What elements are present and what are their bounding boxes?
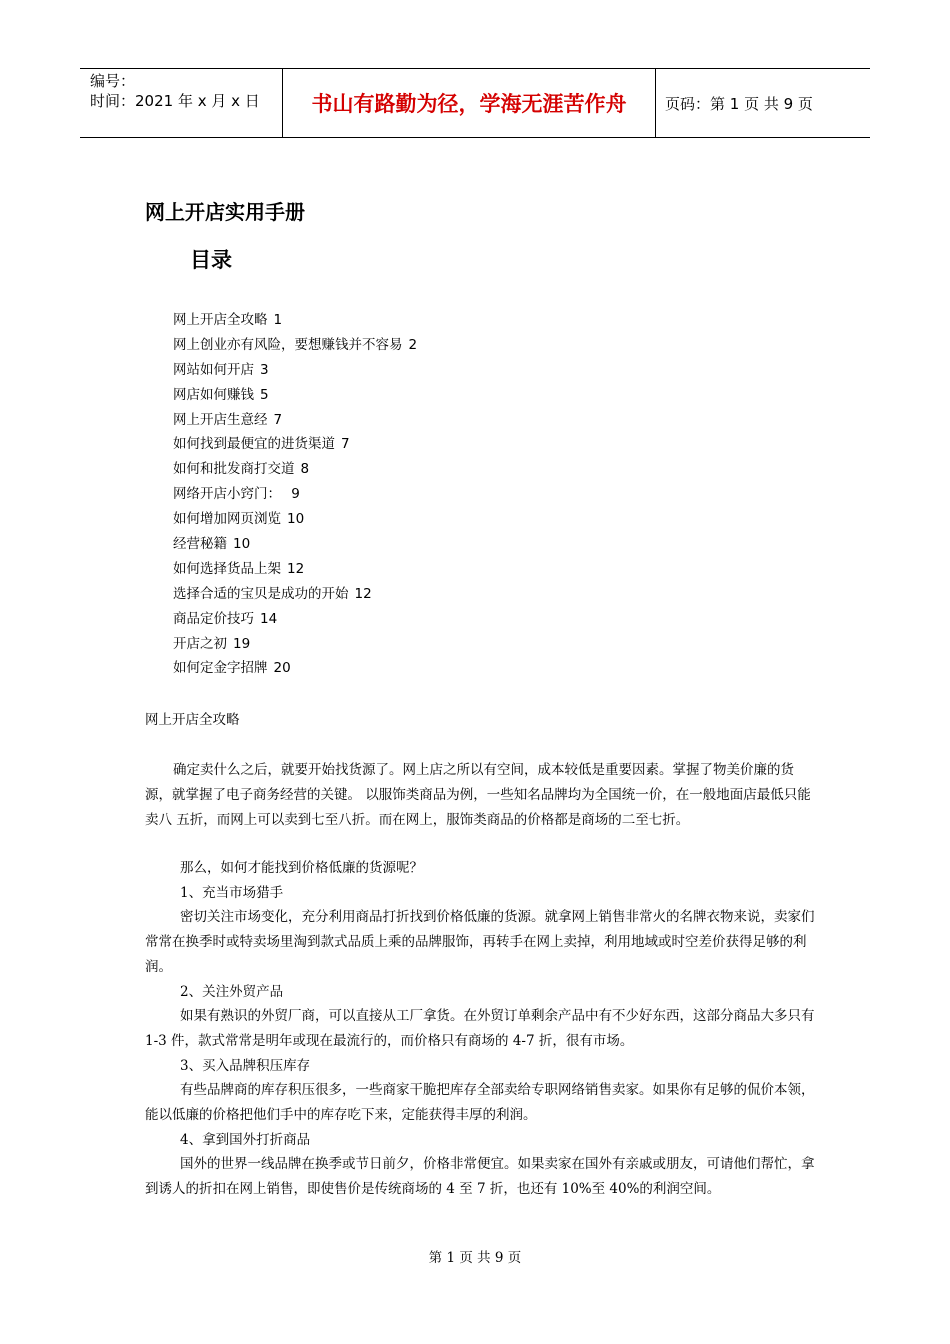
- toc-item-label: 网店如何赚钱: [173, 386, 254, 403]
- body-paragraph: 如果有熟识的外贸厂商，可以直接从工厂拿货。在外贸订单剩余产品中有不少好东西，这部分商品大多只有 1-3 件，款式常常是明年或现在最流行的，而价格只有商场的 4-7 折，很有市场。: [145, 1008, 815, 1049]
- toc-item-page: 12: [287, 560, 305, 577]
- page-footer: 第 1 页 共 9 页: [428, 1250, 522, 1266]
- toc-item[interactable]: [173, 333, 417, 358]
- header-meta: [90, 71, 282, 111]
- body-paragraph: 有些品牌商的库存积压很多，一些商家干脆把库存全部卖给专职网络销售卖家。如果你有足够的侃价本领，能以低廉的价格把他们手中的库存吃下来，定能获得丰厚的利润。: [145, 1082, 815, 1124]
- toc-item-label: 网站如何开店: [173, 361, 254, 378]
- toc-item-page: 20: [273, 660, 291, 677]
- toc-item-label: 网上开店全攻略: [173, 312, 268, 328]
- section-title: 网上开店全攻略: [145, 712, 240, 728]
- toc-item-label: 网上创业亦有风险，要想赚钱并不容易: [173, 336, 403, 353]
- toc-item-page: 7: [341, 436, 350, 453]
- toc-item-label: 如何增加网页浏览: [173, 511, 281, 528]
- header-divider: [655, 69, 656, 137]
- table-of-contents: [173, 308, 417, 681]
- toc-item-page: 5: [260, 386, 269, 403]
- toc-item-label: 如何定金字招牌: [173, 660, 268, 677]
- toc-item[interactable]: [173, 383, 417, 408]
- toc-item-label: 如何和批发商打交道: [173, 461, 295, 478]
- toc-title: 目录: [190, 248, 232, 272]
- toc-item-label: 开店之初: [173, 635, 227, 652]
- subheading: 1、充当市场猎手: [180, 884, 284, 901]
- toc-item[interactable]: [173, 607, 417, 632]
- toc-item[interactable]: [173, 582, 417, 607]
- toc-item-page: 3: [260, 361, 269, 378]
- toc-item[interactable]: [173, 632, 417, 657]
- toc-item-page: 10: [233, 536, 251, 553]
- subheading: 3、买入品牌积压库存: [180, 1057, 311, 1074]
- document-title: 网上开店实用手册: [145, 200, 305, 224]
- toc-item-page: 8: [300, 461, 310, 478]
- body-paragraph: 密切关注市场变化，充分利用商品打折找到价格低廉的货源。就拿网上销售非常火的名牌衣物来说，卖家们常常在换季时或特卖场里淘到款式品质上乘的品牌服饰，再转手在网上卖掉，利用地域或时空差价获得足够的利润。: [145, 909, 815, 975]
- toc-item-label: 如何找到最便宜的进货渠道: [173, 436, 335, 453]
- toc-item-label: 网络开店小窍门：: [173, 486, 281, 503]
- toc-item[interactable]: [173, 432, 417, 457]
- toc-item-label: 如何选择货品上架: [173, 560, 281, 577]
- toc-item-page: 19: [233, 635, 251, 652]
- toc-item-page: 7: [273, 411, 283, 428]
- toc-item-label: 选择合适的宝贝是成功的开始: [173, 585, 349, 602]
- toc-item-page: 1: [273, 312, 283, 328]
- toc-item[interactable]: [173, 408, 417, 433]
- subheading: 2、关注外贸产品: [180, 983, 284, 1000]
- toc-item[interactable]: [173, 482, 417, 507]
- body-paragraph: 国外的世界一线品牌在换季或节日前夕，价格非常便宜。如果卖家在国外有亲戚或朋友，可请他们帮忙，拿到诱人的折扣在网上销售，即使售价是传统商场的 4 至 7 折，也还有 10%至 40%的利润空间。: [145, 1156, 815, 1198]
- page-header: [80, 68, 870, 138]
- question-paragraph: 那么，如何才能找到价格低廉的货源呢？: [180, 860, 423, 876]
- toc-item[interactable]: [173, 507, 417, 532]
- body-paragraph: 确定卖什么之后，就要开始找货源了。网上店之所以有空间，成本较低是重要因素。掌握了物美价廉的货源，就掌握了电子商务经营的关键。 以服饰类商品为例，一些知名品牌均为全国统一价，在一般地面店最低只能卖八 五折，而网上可以卖到七至八折。而在网上，服饰类商品的价格都是商场的二至七折。: [145, 762, 811, 828]
- toc-item[interactable]: [173, 457, 417, 482]
- toc-item-page: 10: [287, 511, 305, 528]
- subheading: 4、拿到国外打折商品: [180, 1131, 311, 1148]
- toc-item-page: 12: [354, 585, 372, 602]
- toc-item[interactable]: [173, 532, 417, 557]
- toc-item-label: 经营秘籍: [173, 536, 227, 553]
- toc-item[interactable]: [173, 557, 417, 582]
- toc-item[interactable]: [173, 358, 417, 383]
- toc-item-label: 商品定价技巧: [173, 610, 254, 627]
- toc-item-label: 网上开店生意经: [173, 411, 268, 428]
- header-date-label: 时间：2021 年 x 月 x 日: [90, 92, 260, 110]
- header-motto: 书山有路勤为径，学海无涯苦作舟: [311, 92, 627, 116]
- toc-item-page: 14: [260, 610, 278, 627]
- toc-item-page: 2: [408, 336, 418, 353]
- header-number-label: 编号：: [90, 72, 136, 90]
- header-page-info: 页码：第 1 页 共 9 页: [665, 94, 813, 113]
- toc-item[interactable]: [173, 308, 417, 333]
- toc-item[interactable]: [173, 656, 417, 681]
- sourcing-section: [145, 856, 820, 1202]
- toc-item-page: 9: [287, 486, 300, 503]
